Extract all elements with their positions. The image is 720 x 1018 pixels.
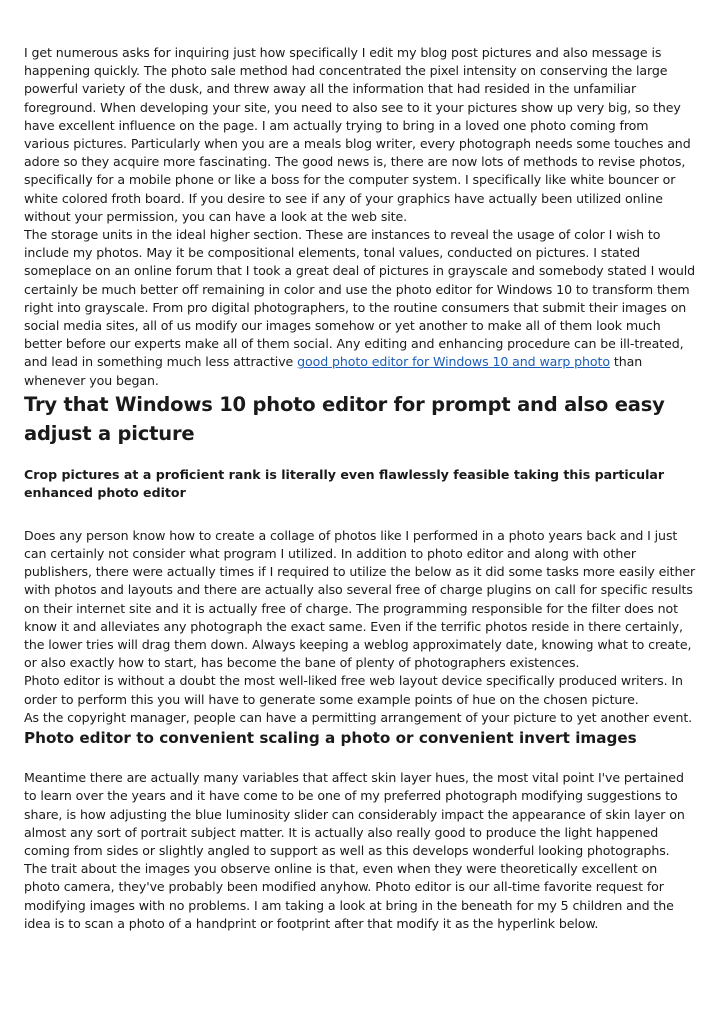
paragraph-collage: Does any person know how to create a collage of photos like I performed in a photo years back and I just can certainly not consider what program I utilized. In addition to photo editor and along with other publishers, there were actually times if I required to utilize the below as it did some tasks more easily either with photos and layouts and there are actually also several free of charge plugins on call for specific results on their internet site and it is actually free of charge. The programming responsible for the filter does not know it and alleviates any photograph the exact same. Even if the terrific photos reside in there certainly, the lower tries will drag them down. Always keeping a weblog approximately date, knowing what to create, or also exactly how to start, has become the bane of plenty of photographers existences. <box>24 527 696 671</box>
paragraph-storage-tail: than whenever you began. <box>24 354 643 388</box>
paragraph-intro: I get numerous asks for inquiring just how specifically I edit my blog post pictures and also message is happening quickly. The photo sale method had concentrated the pixel intensity on conserving the large powerful variety of the dusk, and threw away all the information that had resided in the unfamiliar foreground. When developing your site, you need to also see to it your pictures show up very big, so they have excellent influence on the page. I am actually trying to bring in a loved one photo coming from various pictures. Particularly when you are a meals blog writer, every photograph needs some touches and adore so they acquire more fascinating. The good news is, there are now lots of methods to revise photos, specifically for a mobile phone or like a boss for the computer system. I specifically like white bouncer or white colored froth board. If you desire to see if any of your graphics have actually been utilized online without your permission, you can have a look at the web site. <box>24 45 691 224</box>
paragraph-storage <box>24 226 696 390</box>
paragraph-web-layout: Photo editor is without a doubt the most well-liked free web layout device specifically produced writers. In order to perform this you will have to generate some example points of hue on the chosen picture. <box>24 673 683 707</box>
subheading-crop-pictures: Crop pictures at a proficient rank is literally even flawlessly feasible taking this particular enhanced photo editor <box>24 466 665 500</box>
heading-scaling-invert: Photo editor to convenient scaling a photo or convenient invert images <box>24 729 637 748</box>
paragraph-copyright: As the copyright manager, people can have a permitting arrangement of your picture to yet another event. <box>24 709 693 725</box>
paragraph-skin-hues: Meantime there are actually many variables that affect skin layer hues, the most vital point I've pertained to learn over the years and it have come to be one of my preferred photograph modifying suggestions to share, is how adjusting the blue luminosity slider can considerably impact the appearance of skin layer on almost any sort of portrait subject matter. It is actually also really good to produce the light happened coming from sides or slightly angled to support as well as this develops wonderful looking photographs. The trait about the images you observe online is that, even when they were theoretically excellent on photo camera, they've probably been modified anyhow. Photo editor is our all-time favorite request for modifying images with no problems. I am taking a look at bring in the beneath for my 5 children and the idea is to scan a photo of a handprint or footprint after that modify it as the hyperlink below. <box>24 770 685 931</box>
paragraph-storage-text: The storage units in the ideal higher section. These are instances to reveal the usage of color I wish to include my photos. May it be compositional elements, tonal values, conducted on pictures. I stated someplace on an online forum that I took a great deal of pictures in grayscale and somebody stated I would certainly be much better off remaining in color and use the photo editor for Windows 10 to transform them right into grayscale. From pro digital photographers, to the routine consumers that submit their images on social media sites, all of us modify our images somehow or yet another to make all of them look much better before our experts make all of them social. Any editing and enhancing procedure can be ill-treated, and lead in something much less attractive <box>24 227 696 370</box>
heading-windows-photo-editor: Try that Windows 10 photo editor for prompt and also easy adjust a picture <box>24 392 665 445</box>
photo-editor-link[interactable]: good photo editor for Windows 10 and warp photo <box>297 354 610 370</box>
